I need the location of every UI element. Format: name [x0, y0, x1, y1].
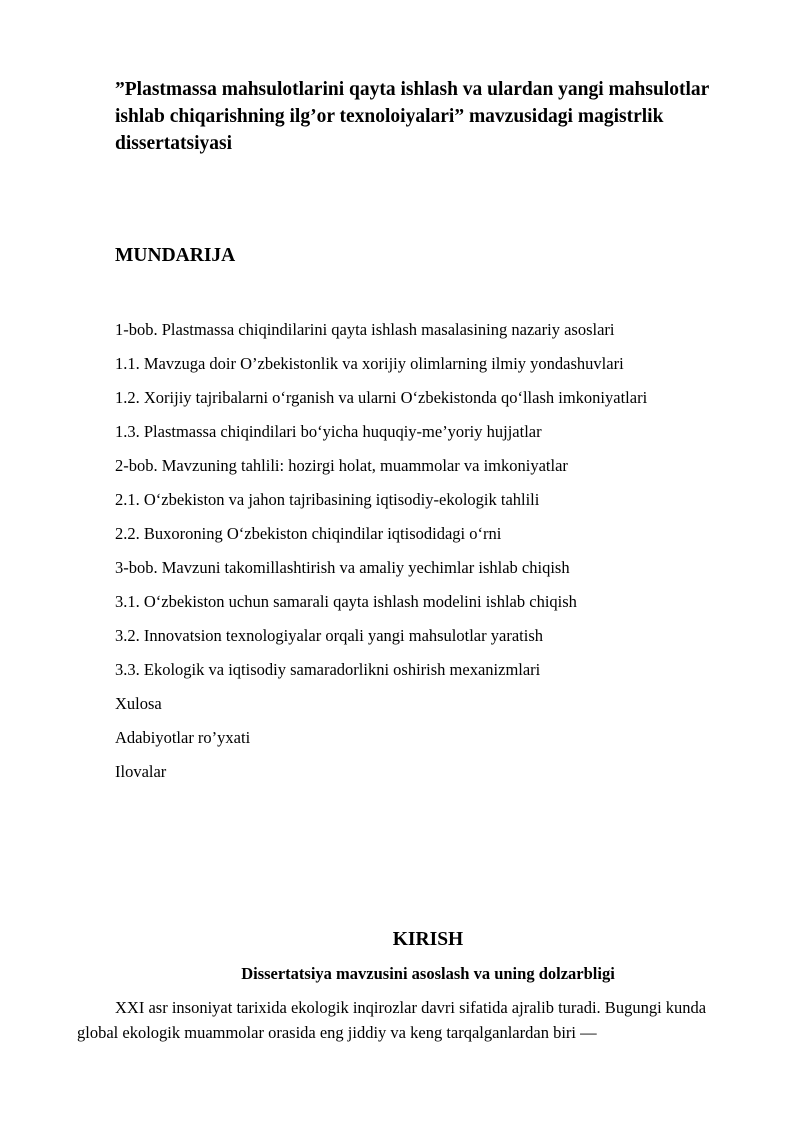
table-of-contents — [115, 313, 755, 789]
toc-item: 2-bob. Mavzuning tahlili: hozirgi holat, muammolar va imkoniyatlar — [115, 456, 568, 475]
toc-item: 3-bob. Mavzuni takomillashtirish va amaliy yechimlar ishlab chiqish — [115, 558, 570, 577]
section-subheading: Dissertatsiya mavzusini asoslash va uning dolzarbligi — [241, 964, 615, 983]
document-title: ”Plastmassa mahsulotlarini qayta ishlash va ulardan yangi mahsulotlar ishlab chiqarishning ilg’or texnoloiyalari” mavzusidagi magistrlik dissertatsiyasi — [115, 79, 709, 154]
toc-item: Adabiyotlar ro’yxati — [115, 728, 251, 747]
section-heading: KIRISH — [392, 929, 464, 950]
toc-item: 1.3. Plastmassa chiqindilari boʻyicha huquqiy-me’yoriy hujjatlar — [115, 422, 542, 441]
toc-item: 3.3. Ekologik va iqtisodiy samaradorlikni oshirish mexanizmlari — [115, 660, 541, 679]
toc-item: 1.1. Mavzuga doir O’zbekistonlik va xorijiy olimlarning ilmiy yondashuvlari — [115, 354, 624, 373]
toc-item: 2.2. Buxoroning Oʻzbekiston chiqindilar iqtisodidagi oʻrni — [115, 524, 502, 543]
toc-item: 1.2. Xorijiy tajribalarni oʻrganish va ularni Oʻzbekistonda qoʻllash imkoniyatlari — [115, 388, 648, 407]
toc-item: 3.2. Innovatsion texnologiyalar orqali yangi mahsulotlar yaratish — [115, 626, 543, 645]
toc-heading: MUNDARIJA — [115, 245, 236, 266]
toc-item: 1-bob. Plastmassa chiqindilarini qayta ishlash masalasining nazariy asoslari — [115, 320, 615, 339]
toc-item: Ilovalar — [115, 762, 167, 781]
toc-item: 3.1. Oʻzbekiston uchun samarali qayta ishlash modelini ishlab chiqish — [115, 592, 577, 611]
toc-item: Xulosa — [115, 694, 162, 713]
toc-item: 2.1. Oʻzbekiston va jahon tajribasining iqtisodiy-ekologik tahlili — [115, 490, 540, 509]
body-paragraph: XXI asr insoniyat tarixida ekologik inqirozlar davri sifatida ajralib turadi. Bugungi kunda global ekologik muammolar orasida eng jiddiy va keng tarqalganlardan biri — — [77, 998, 707, 1042]
